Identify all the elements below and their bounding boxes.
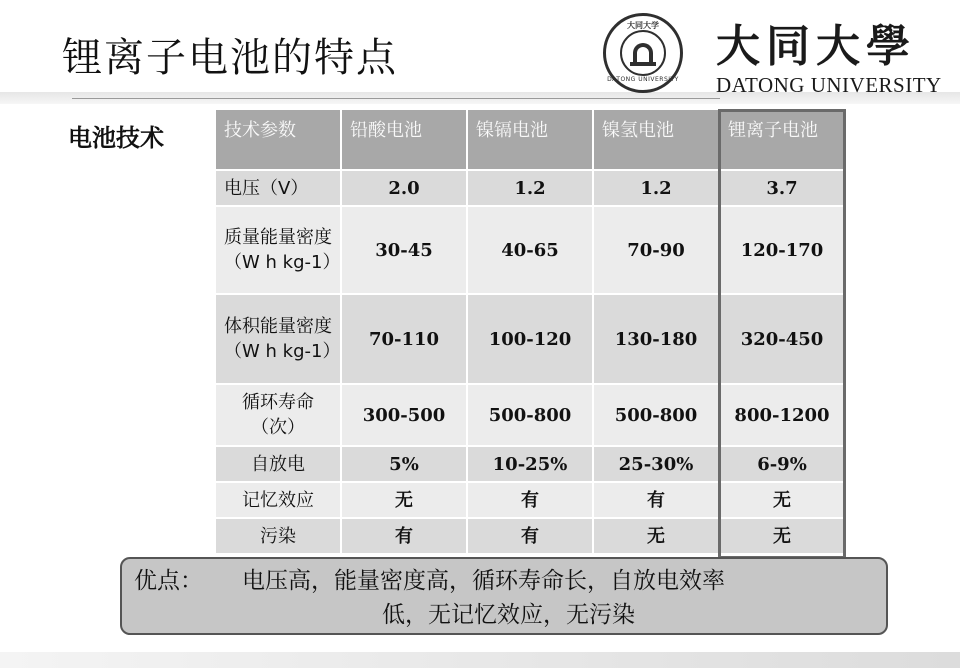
seal-bottom-text: DATONG UNIVERSITY xyxy=(607,76,679,83)
table-row-volume-energy-density xyxy=(215,294,845,384)
cell-value: 800-1200 xyxy=(719,384,845,446)
cell-value: 2.0 xyxy=(341,170,467,206)
table-row-self-discharge xyxy=(215,446,845,482)
cell-value: 无 xyxy=(719,482,845,518)
university-seal-logo xyxy=(603,13,683,93)
cell-value: 300-500 xyxy=(341,384,467,446)
header-divider xyxy=(72,98,720,99)
row-label: 体积能量密度（W h kg-1） xyxy=(215,294,341,384)
header-lead-acid: 铅酸电池 xyxy=(341,110,467,170)
header-nimh: 镍氢电池 xyxy=(593,110,719,170)
cell-value: 100-120 xyxy=(467,294,593,384)
cell-value: 40-65 xyxy=(467,206,593,294)
header-li-ion: 锂离子电池 xyxy=(719,110,845,170)
cell-value: 70-110 xyxy=(341,294,467,384)
cell-value: 3.7 xyxy=(719,170,845,206)
seal-gate-base xyxy=(630,62,656,66)
cell-value: 130-180 xyxy=(593,294,719,384)
cell-value: 无 xyxy=(719,518,845,554)
cell-value: 320-450 xyxy=(719,294,845,384)
advantages-text-line2: 低，无记忆效应，无污染 xyxy=(382,602,635,628)
cell-value: 1.2 xyxy=(467,170,593,206)
cell-value: 500-800 xyxy=(467,384,593,446)
cell-value: 5% xyxy=(341,446,467,482)
advantages-prefix: 优点： xyxy=(134,568,203,594)
row-label: 循环寿命（次） xyxy=(215,384,341,446)
cell-value: 500-800 xyxy=(593,384,719,446)
cell-value: 1.2 xyxy=(593,170,719,206)
university-name-en: DATONG UNIVERSITY xyxy=(716,73,942,97)
seal-inner-ring xyxy=(620,30,666,76)
row-label: 自放电 xyxy=(215,446,341,482)
slide-title: 锂离子电池的特点 xyxy=(62,35,398,81)
cell-value: 有 xyxy=(467,518,593,554)
footer-band xyxy=(0,652,960,668)
table-row-memory-effect xyxy=(215,482,845,518)
seal-gate-icon xyxy=(633,43,653,63)
cell-value: 6-9% xyxy=(719,446,845,482)
cell-value: 120-170 xyxy=(719,206,845,294)
seal-top-text: 大同大学 xyxy=(627,21,659,30)
row-label: 污染 xyxy=(215,518,341,554)
cell-value: 无 xyxy=(593,518,719,554)
table-row-voltage xyxy=(215,170,845,206)
row-label: 电压（V） xyxy=(215,170,341,206)
row-label: 质量能量密度（W h kg-1） xyxy=(215,206,341,294)
battery-comparison-table xyxy=(214,110,844,555)
cell-value: 有 xyxy=(341,518,467,554)
cell-value: 30-45 xyxy=(341,206,467,294)
cell-value: 有 xyxy=(593,482,719,518)
table-header-row xyxy=(215,110,845,170)
advantages-callout xyxy=(120,557,888,635)
table-row-cycle-life xyxy=(215,384,845,446)
cell-value: 无 xyxy=(341,482,467,518)
cell-value: 有 xyxy=(467,482,593,518)
cell-value: 70-90 xyxy=(593,206,719,294)
table-row-mass-energy-density xyxy=(215,206,845,294)
advantages-text-line1: 电压高，能量密度高，循环寿命长，自放电效率 xyxy=(242,568,725,594)
header-param: 技术参数 xyxy=(215,110,341,170)
header-nicd: 镍镉电池 xyxy=(467,110,593,170)
section-label: 电池技术 xyxy=(68,124,164,152)
cell-value: 10-25% xyxy=(467,446,593,482)
university-name-cn: 大同大學 xyxy=(716,21,916,72)
cell-value: 25-30% xyxy=(593,446,719,482)
table-row-pollution xyxy=(215,518,845,554)
row-label: 记忆效应 xyxy=(215,482,341,518)
